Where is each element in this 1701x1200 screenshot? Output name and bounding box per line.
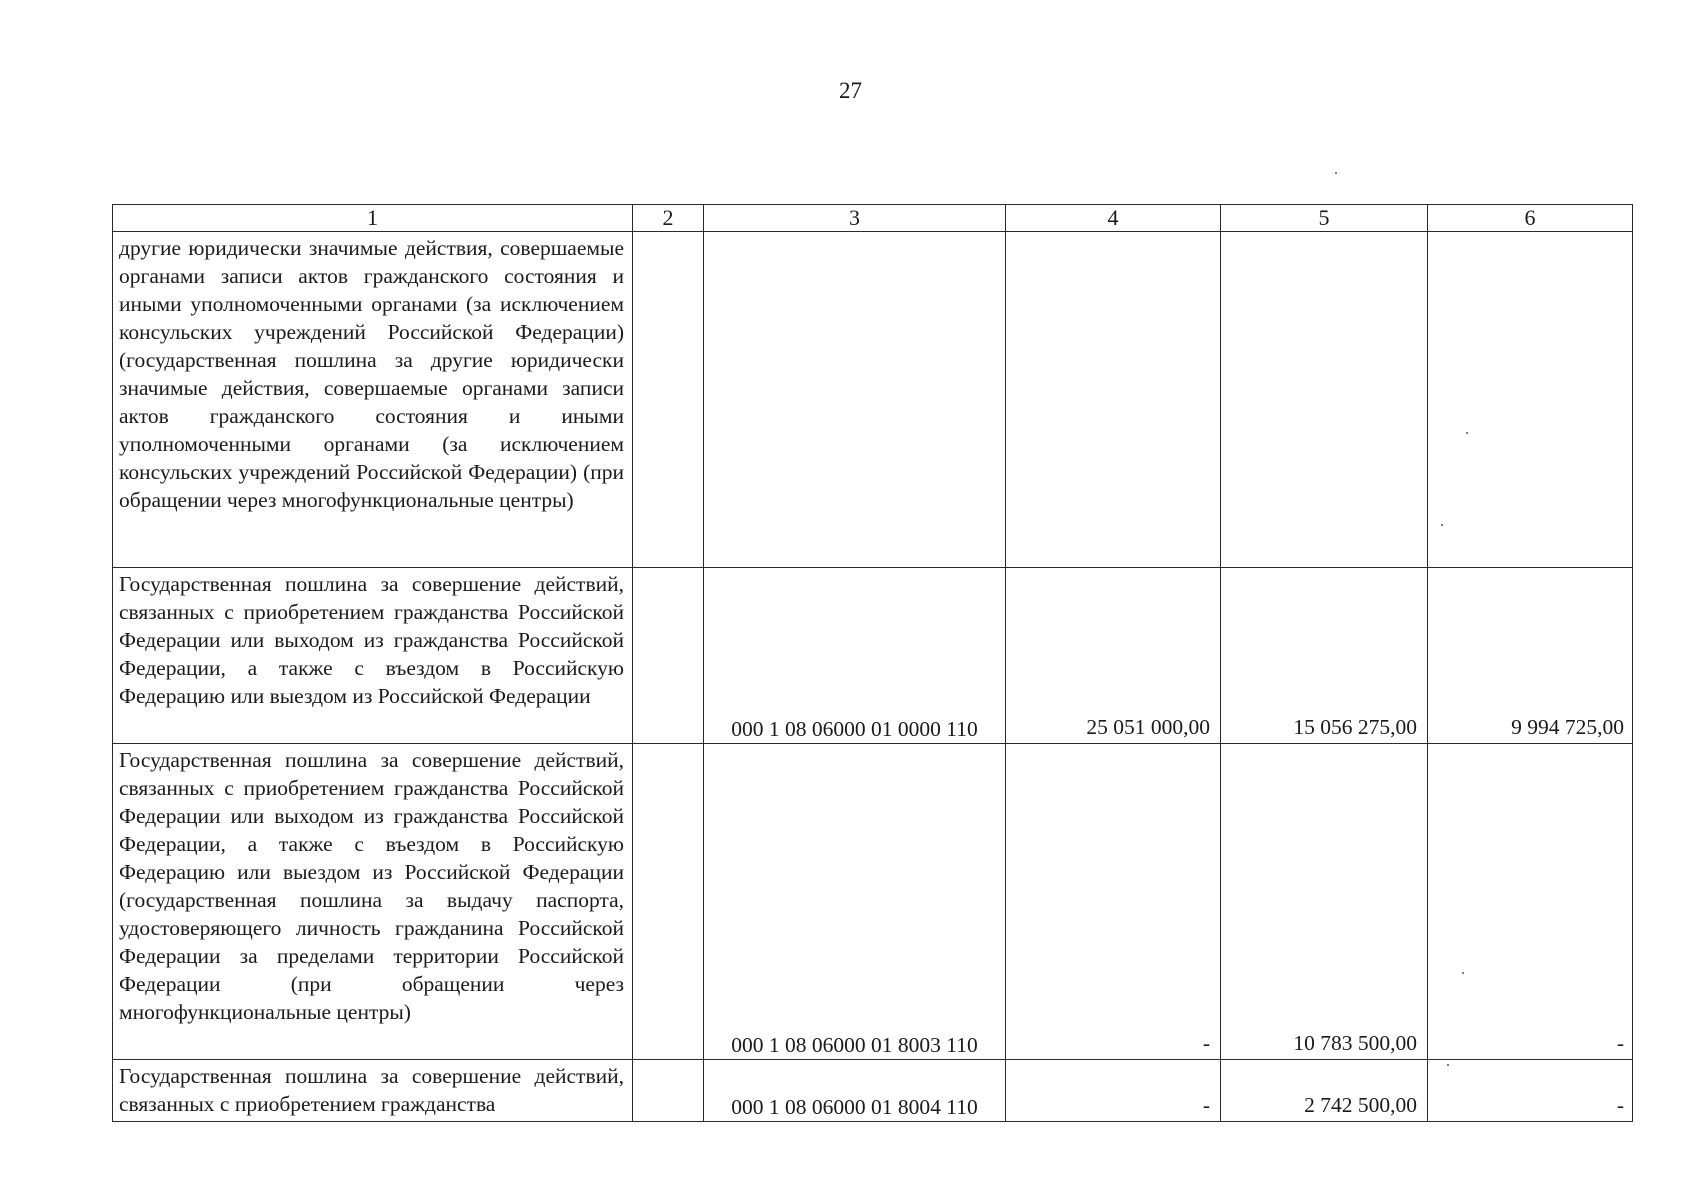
page-number: 27	[839, 78, 862, 103]
row-col6-value: -	[1428, 744, 1633, 1060]
row-col2	[633, 232, 704, 568]
scan-speck	[1335, 172, 1337, 174]
row-col2	[633, 1060, 704, 1122]
table-header-row	[113, 205, 1633, 232]
row-col4-value: -	[1006, 1060, 1221, 1122]
scan-speck	[1441, 524, 1443, 526]
row-col6-value	[1428, 232, 1633, 568]
header-cell-1: 1	[113, 205, 633, 232]
row-budget-code: 000 1 08 06000 01 8004 110	[704, 1060, 1006, 1122]
header-cell-5: 5	[1221, 205, 1428, 232]
table-row	[113, 1060, 1633, 1122]
row-col6-value: 9 994 725,00	[1428, 568, 1633, 744]
row-col2	[633, 744, 704, 1060]
table-row	[113, 568, 1633, 744]
header-cell-2: 2	[633, 205, 704, 232]
row-description: Государственная пошлина за совершение действий, связанных с приобретением гражданства Российской Федерации или выходом из гражданства Российской Федерации, а также с въездом в Российскую Федерацию или выездом из Российской Федерации	[113, 568, 633, 744]
row-col4-value: 25 051 000,00	[1006, 568, 1221, 744]
row-description: Государственная пошлина за совершение действий, связанных с приобретением гражданства Российской Федерации или выходом из гражданства Российской Федерации, а также с въездом в Российскую Федерацию или выездом из Российской Федерации (государственная пошлина за выдачу паспорта, удостоверяющего личность гражданина Российской Федерации за пределами территории Российской Федерации (при обращении через многофункциональные центры)	[113, 744, 633, 1060]
scan-speck	[1447, 1064, 1449, 1066]
row-col5-value: 2 742 500,00	[1221, 1060, 1428, 1122]
header-cell-6: 6	[1428, 205, 1633, 232]
row-budget-code: 000 1 08 06000 01 0000 110	[704, 568, 1006, 744]
row-col6-value: -	[1428, 1060, 1633, 1122]
row-col2	[633, 568, 704, 744]
row-description: другие юридически значимые действия, совершаемые органами записи актов гражданского состояния и иными уполномоченными органами (за исключением консульских учреждений Российской Федерации) (государственная пошлина за другие юридически значимые действия, совершаемые органами записи актов гражданского состояния и иными уполномоченными органами (за исключением консульских учреждений Российской Федерации) (при обращении через многофункциональные центры)	[113, 232, 633, 568]
row-col5-value: 10 783 500,00	[1221, 744, 1428, 1060]
row-budget-code	[704, 232, 1006, 568]
row-col4-value: -	[1006, 744, 1221, 1060]
table-row	[113, 232, 1633, 568]
row-col5-value	[1221, 232, 1428, 568]
table-row	[113, 744, 1633, 1060]
header-cell-4: 4	[1006, 205, 1221, 232]
scan-speck	[1466, 432, 1468, 434]
header-cell-3: 3	[704, 205, 1006, 232]
scan-speck	[1462, 972, 1464, 974]
revenue-table	[112, 204, 1633, 1122]
row-col5-value: 15 056 275,00	[1221, 568, 1428, 744]
row-budget-code: 000 1 08 06000 01 8003 110	[704, 744, 1006, 1060]
row-description: Государственная пошлина за совершение действий, связанных с приобретением гражданства	[113, 1060, 633, 1122]
row-col4-value	[1006, 232, 1221, 568]
